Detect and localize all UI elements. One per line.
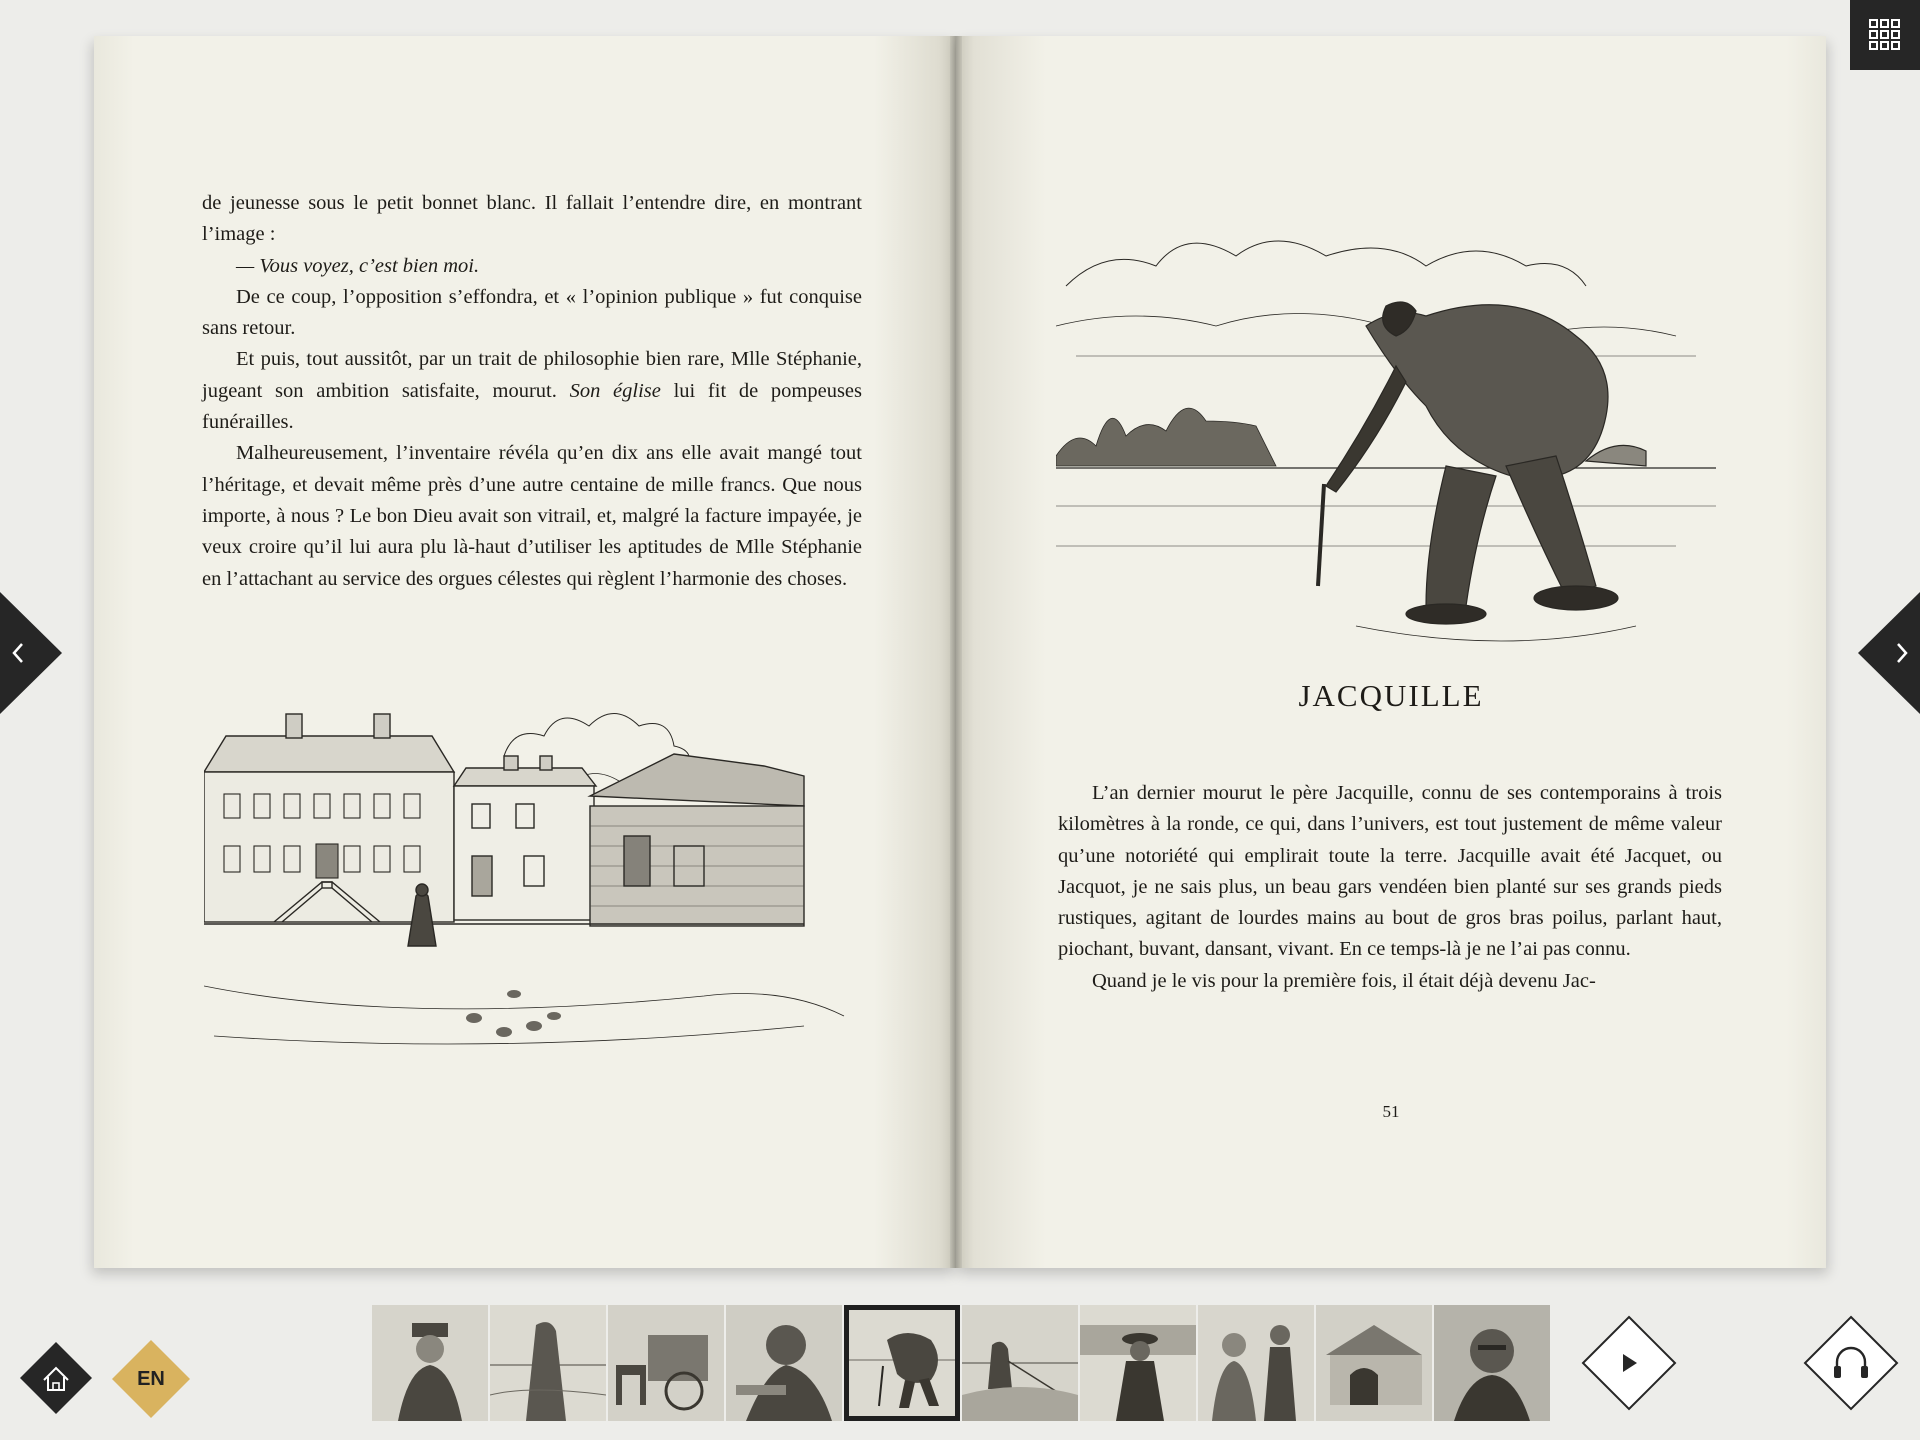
language-button[interactable]: [112, 1340, 190, 1418]
grid-icon: [1850, 0, 1920, 70]
left-page: [94, 36, 956, 1268]
play-button[interactable]: [1580, 1314, 1678, 1412]
thumbnail-strip: [372, 1305, 1552, 1421]
audio-button[interactable]: [1802, 1314, 1900, 1412]
thumbnail-fisherman[interactable]: [962, 1305, 1078, 1421]
chevron-left-icon: [0, 592, 62, 714]
paragraph: L’an dernier mourut le père Jacquille, connu de ses contemporains à trois kilomètres à la ronde, ce qui, dans l’univers, est tout justement de même valeur qu’une notoriété qui emplirait toute la terre. Jacquille avait été Jacquet, ou Jacquot, je ne sais plus, un beau gars vendéen bien planté sur ses grands pieds rustiques, agitant de lourdes mains au bout de gros bras poilus, parlant haut, piochant, buvant, dansant, vivant. En ce temps-là je ne l’ai pas connu.: [1058, 782, 1722, 961]
old-man-walking-illustration: [1056, 206, 1716, 666]
book-gutter: [950, 36, 962, 1268]
thumbnail-two-women[interactable]: [1198, 1305, 1314, 1421]
paragraph: Malheureusement, l’inventaire révéla qu’en dix ans elle avait mangé tout l’héritage, et devait même près d’une autre centaine de mille francs. Que nous importe, à nous ? Le bon Dieu avait son vitrail, et, malgré la facture impayée, je veux croire qu’il lui aura plu là-haut d’utiliser les aptitudes de Mlle Stéphanie en l’attachant au service des orgues célestes qui règlent l’harmonie des choses.: [202, 442, 862, 590]
thumbnail-soldier-portrait[interactable]: [372, 1305, 488, 1421]
book-spread: [94, 36, 1826, 1268]
thumbnail-woman-landscape[interactable]: [490, 1305, 606, 1421]
next-page-button[interactable]: [1858, 592, 1920, 714]
paragraph: Quand je le vis pour la première fois, il était déjà devenu Jac-: [1092, 969, 1596, 992]
headphones-icon: [1802, 1314, 1900, 1412]
thumbnail-man-portrait[interactable]: [1434, 1305, 1550, 1421]
thumbnail-jacquille-active[interactable]: [844, 1305, 960, 1421]
thumbnail-farm-house[interactable]: [1316, 1305, 1432, 1421]
thumbnail-horse-cart[interactable]: [608, 1305, 724, 1421]
thumbnail-man-with-hat[interactable]: [1080, 1305, 1196, 1421]
grid-menu-button[interactable]: [1850, 0, 1920, 70]
language-label: EN: [137, 1368, 165, 1390]
right-page-text: [1058, 778, 1722, 997]
previous-page-button[interactable]: [0, 592, 62, 714]
page-number: 51: [1382, 1102, 1400, 1121]
right-page: [956, 36, 1826, 1268]
paragraph: Et puis, tout aussitôt, par un trait de philosophie bien rare, Mlle Stéphanie, jugeant son ambition satisfaite, mourut. Son église lui fit de pompeuses funérailles.: [202, 348, 863, 434]
paragraph-quote: — Vous voyez, c’est bien moi.: [236, 254, 480, 277]
home-icon: [18, 1340, 94, 1416]
chapter-title: JACQUILLE: [1298, 678, 1484, 713]
chevron-right-icon: [1858, 592, 1920, 714]
left-page-text: [202, 188, 862, 595]
thumbnail-old-man-writing[interactable]: [726, 1305, 842, 1421]
paragraph: de jeunesse sous le petit bonnet blanc. Il fallait l’entendre dire, en montrant l’image :: [202, 192, 862, 246]
village-house-illustration: [204, 686, 854, 1066]
paragraph: De ce coup, l’opposition s’effondra, et « l’opinion publique » fut conquise sans retour.: [202, 285, 862, 340]
home-button[interactable]: [18, 1340, 94, 1416]
play-icon: [1580, 1314, 1678, 1412]
